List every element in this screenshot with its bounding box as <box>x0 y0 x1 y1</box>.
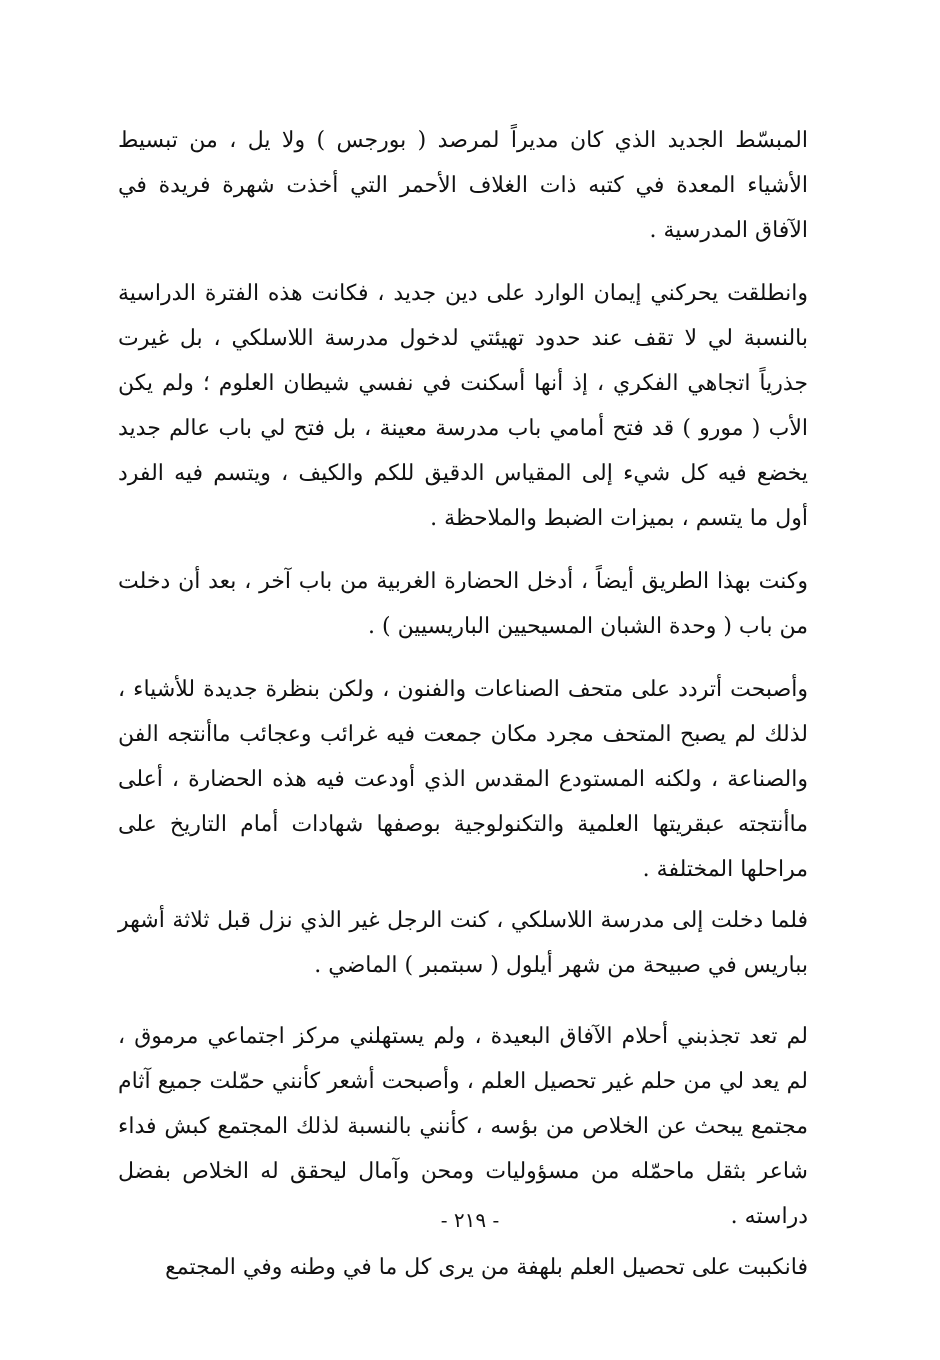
paragraph-5: فلما دخلت إلى مدرسة اللاسلكي ، كنت الرجل غير الذي نزل قبل ثلاثة أشهر بباريس في صبيحة من شهر أيلول ( سبتمبر ) الماضي . <box>118 908 808 978</box>
paragraph-1: المبسّط الجديد الذي كان مديراً لمرصد ( بورجس ) ولا يل ، من تبسيط الأشياء المعدة في كتبه ذات الغلاف الأحمر التي أخذت شهرة فريدة في الآفاق المدرسية . <box>118 128 808 243</box>
paragraph-6: لم تعد تجذبني أحلام الآفاق البعيدة ، ولم يستهلني مركز اجتماعي مرموق ، لم يعد لي من حلم غير تحصيل العلم ، وأصبحت أشعر كأنني حمّلت جميع آثام مجتمع يبحث عن الخلاص من بؤسه ، كأنني بالنسبة لذلك المجتمع كبش فداء شاعر بثقل ماحمّله من مسؤوليات ومحن وآمال ليحقق له الخلاص بفضل دراسته . <box>118 1024 808 1229</box>
paragraph-2: وانطلقت يحركني إيمان الوارد على دين جديد ، فكانت هذه الفترة الدراسية بالنسبة لي لا تقف عند حدود تهيئتي لدخول مدرسة اللاسلكي ، بل غيرت جذرياً اتجاهي الفكري ، إذ أنها أسكنت في نفسي شيطان العلوم ؛ ولم يكن الأب ( مورو ) قد فتح أمامي باب مدرسة معينة ، بل فتح لي باب عالم جديد يخضع فيه كل شيء إلى المقياس الدقيق للكم والكيف ، ويتسم فيه الفرد أول ما يتسم ، بميزات الضبط والملاحظة . <box>118 281 808 531</box>
paragraph-4: وأصبحت أتردد على متحف الصناعات والفنون ، ولكن بنظرة جديدة للأشياء ، لذلك لم يصبح المتحف مجرد مكان جمعت فيه غرائب وعجائب ماأنتجه الفن والصناعة ، ولكنه المستودع المقدس الذي أودعت فيه هذه الحضارة ، أعلى ماأنتجته عبقريتها العلمية والتكنولوجية بوصفها شهادات أمام التاريخ على مراحلها المختلفة . <box>118 677 809 882</box>
paragraph-3: وكنت بهذا الطريق أيضاً ، أدخل الحضارة الغربية من باب آخر ، بعد أن دخلت من باب ( وحدة الشبان المسيحيين الباريسيين ) . <box>118 569 808 639</box>
page-number: - ٢١٩ - <box>440 1208 500 1232</box>
body-text <box>118 118 808 1290</box>
paragraph-7: فانكببت على تحصيل العلم بلهفة من يرى كل ما في وطنه وفي المجتمع <box>165 1255 808 1280</box>
